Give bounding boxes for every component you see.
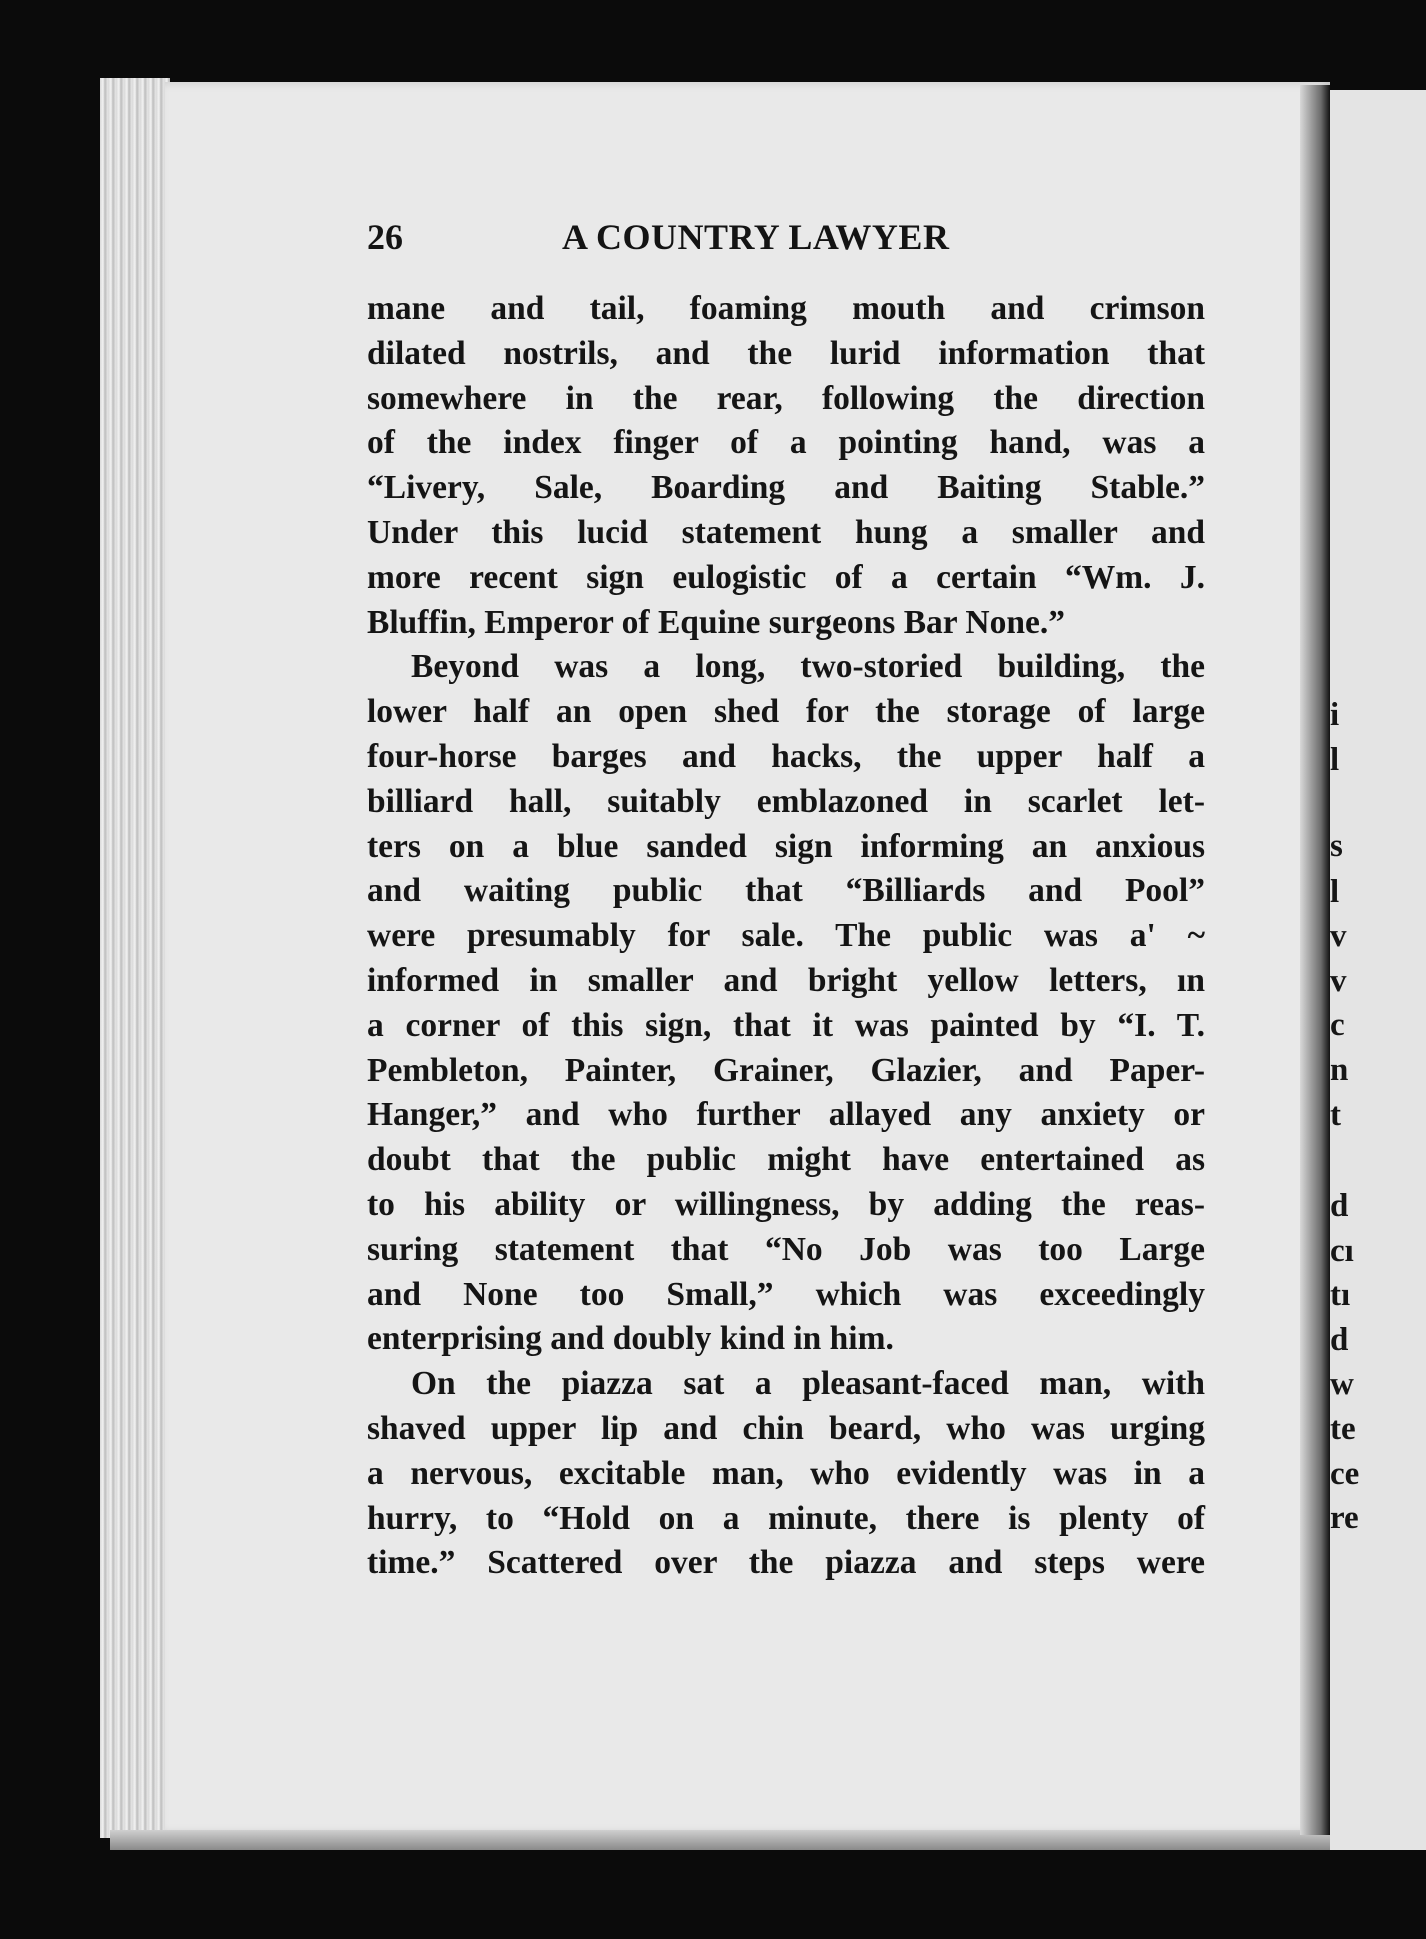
text-line: informed in smaller and bright yellow letters, ın <box>367 961 1205 999</box>
facing-page-letter: i <box>1330 697 1340 733</box>
page-bottom-edge <box>110 1830 1340 1850</box>
text-line: billiard hall, suitably emblazoned in scarlet let- <box>367 782 1205 820</box>
text-line: doubt that the public might have entertained as <box>367 1141 1205 1179</box>
text-line: and waiting public that “Billiards and Pool” <box>367 872 1205 910</box>
text-line: Bluffin, Emperor of Equine surgeons Bar None.” <box>367 603 1066 641</box>
text-line: more recent sign eulogistic of a certain “Wm. J. <box>367 558 1205 596</box>
text-line: dilated nostrils, and the lurid information that <box>367 334 1205 372</box>
facing-page-letter: d <box>1330 1322 1349 1358</box>
facing-page-letter: t <box>1330 1097 1341 1133</box>
text-line: lower half an open shed for the storage of large <box>367 693 1205 731</box>
facing-page-letter: w <box>1330 1366 1354 1402</box>
text-line: a nervous, excitable man, who evidently was in a <box>367 1454 1205 1492</box>
facing-page-letter: ce <box>1330 1456 1360 1492</box>
text-line: mane and tail, foaming mouth and crimson <box>367 290 1205 327</box>
text-line: On the piazza sat a pleasant-faced man, with <box>411 1365 1205 1403</box>
text-line: “Livery, Sale, Boarding and Baiting Stable.” <box>367 469 1205 507</box>
text-line: four-horse barges and hacks, the upper half a <box>367 737 1205 775</box>
text-line: ters on a blue sanded sign informing an anxious <box>367 827 1205 865</box>
text-line: Pembleton, Painter, Grainer, Glazier, and Paper- <box>367 1051 1205 1089</box>
text-line: were presumably for sale. The public was a' ~ <box>367 917 1205 955</box>
text-line: shaved upper lip and chin beard, who was urging <box>367 1409 1205 1447</box>
text-line: hurry, to “Hold on a minute, there is plenty of <box>367 1499 1205 1537</box>
text-line: suring statement that “No Job was too Large <box>367 1230 1205 1268</box>
text-line: somewhere in the rear, following the direction <box>367 379 1205 417</box>
facing-page-letter: l <box>1330 742 1340 778</box>
facing-page-letter: v <box>1330 963 1347 999</box>
book-title: A COUNTRY LAWYER <box>562 217 950 257</box>
text-line: to his ability or willingness, by adding the reas- <box>367 1185 1205 1223</box>
facing-page-letter: d <box>1330 1188 1349 1224</box>
facing-page-letter: s <box>1330 828 1343 864</box>
facing-page-letter: re <box>1330 1500 1359 1536</box>
facing-page-fragment <box>1330 90 1426 1850</box>
text-line: and None too Small,” which was exceedingly <box>367 1275 1205 1313</box>
text-line: time.” Scattered over the piazza and steps were <box>367 1544 1205 1582</box>
facing-page-letter: l <box>1330 874 1340 910</box>
page-stack-edge <box>100 78 170 1838</box>
facing-page-letter: cı <box>1330 1233 1354 1269</box>
facing-page-letter: c <box>1330 1007 1345 1043</box>
text-line: Hanger,” and who further allayed any anxiety or <box>367 1096 1205 1134</box>
text-line: Beyond was a long, two-storied building, the <box>411 648 1205 686</box>
book-gutter <box>1300 85 1330 1835</box>
facing-page-letter: n <box>1330 1052 1349 1088</box>
facing-page-letter: te <box>1330 1411 1356 1447</box>
text-line: Under this lucid statement hung a smaller and <box>367 513 1205 551</box>
text-line: enterprising and doubly kind in him. <box>367 1320 894 1358</box>
text-line: a corner of this sign, that it was painted by “I. T. <box>367 1006 1205 1044</box>
page-body-text <box>367 287 1205 1586</box>
facing-page-letter: tı <box>1330 1277 1351 1313</box>
page-number: 26 <box>367 217 403 257</box>
text-line: of the index finger of a pointing hand, was a <box>367 424 1205 462</box>
facing-page-letter: v <box>1330 918 1347 954</box>
